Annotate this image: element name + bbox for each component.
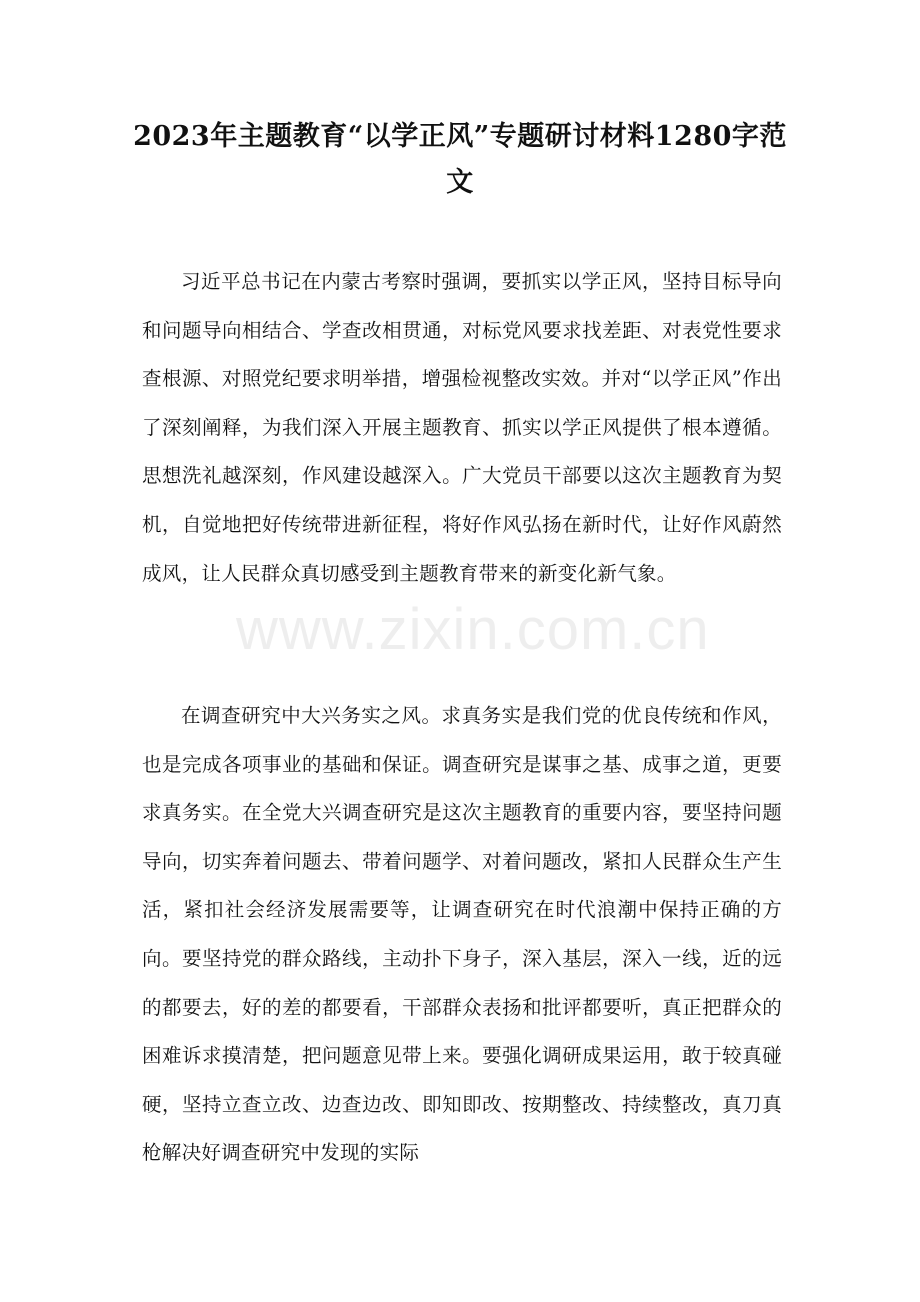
paragraph-1: 习近平总书记在内蒙古考察时强调，要抓实以学正风，坚持目标导向和问题导向相结合、学查改相贯通，对标党风要求找差距、对表党性要求查根源、对照党纪要求明举措，增强检视整改实效。并对“以学正风”作出了深刻阐释，为我们深入开展主题教育、抓实以学正风提供了根本遵循。思想洗礼越深刻，作风建设越深入。广大党员干部要以这次主题教育为契机，自觉地把好传统带进新征程，将好作风弘扬在新时代，让好作风蔚然成风，让人民群众真切感受到主题教育带来的新变化新气象。 bbox=[142, 270, 782, 585]
watermark: www.zixin.com.cn bbox=[236, 597, 710, 662]
paragraph-2: 在调查研究中大兴务实之风。求真务实是我们党的优良传统和作风，也是完成各项事业的基础和保证。调查研究是谋事之基、成事之道，更要求真务实。在全党大兴调查研究是这次主题教育的重要内容，要坚持问题导向，切实奔着问题去、带着问题学、对着问题改，紧扣人民群众生产生活，紧扣社会经济发展需要等，让调查研究在时代浪潮中保持正确的方向。要坚持党的群众路线，主动扑下身子，深入基层，深入一线，近的远的都要去，好的差的都要看，干部群众表扬和批评都要听，真正把群众的困难诉求摸清楚，把问题意见带上来。要强化调研成果运用，敢于较真碰硬，坚持立查立改、边查边改、即知即改、按期整改、持续整改，真刀真枪解决好调查研究中发现的实际 bbox=[142, 704, 782, 1165]
document-title: 2023年主题教育“以学正风”专题研讨材料1280字范文 bbox=[133, 121, 787, 198]
